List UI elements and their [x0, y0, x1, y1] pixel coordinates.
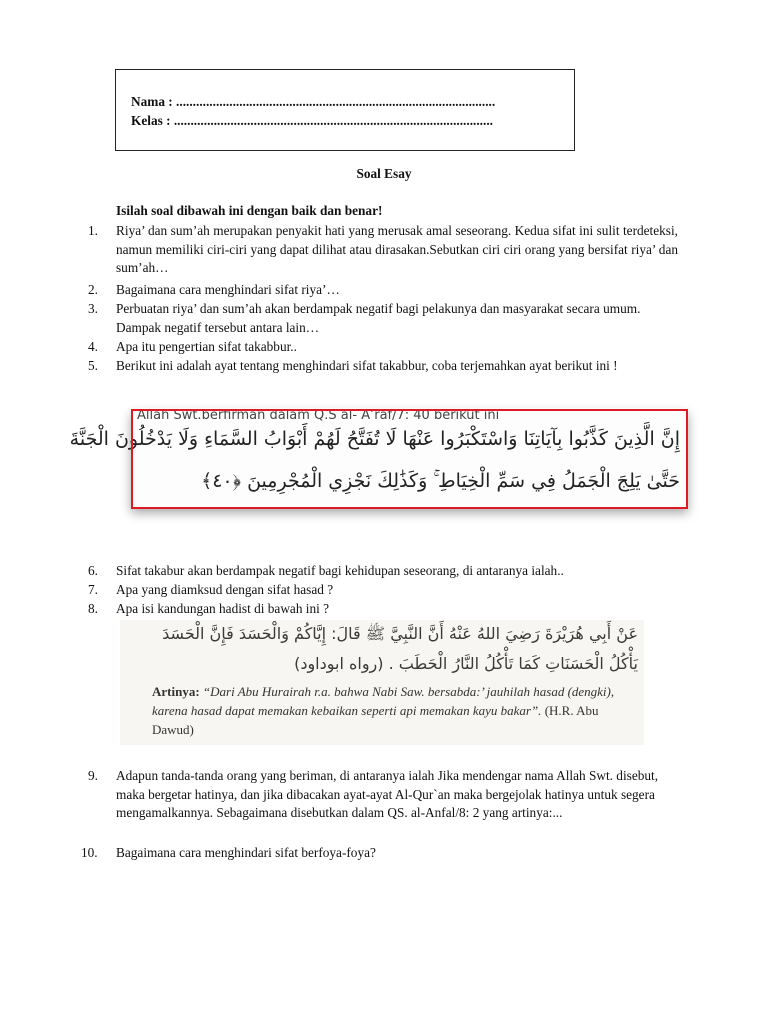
question-1 [88, 222, 678, 278]
question-text: Bagaimana cara menghindari sifat riya’… [116, 282, 340, 297]
question-number: 4. [88, 339, 98, 354]
question-number: 10. [81, 845, 98, 860]
translation-text: “Dari Abu Hurairah r.a. bahwa Nabi Saw. bersabda:’ jauhilah hasad (dengki), karena hasad dapat memakan kebaikan seperti api memakan kayu bakar”. [152, 684, 615, 718]
name-field-line: Nama : ................................................................................................ [131, 94, 496, 109]
question-number: 7. [88, 582, 98, 597]
question-number: 5. [88, 358, 98, 373]
question-number: 2. [88, 282, 98, 297]
page-title: Soal Esay [356, 166, 412, 181]
question-5 [88, 357, 678, 376]
question-2 [88, 281, 678, 300]
question-text: Sifat takabur akan berdampak negatif bagi kehidupan seseorang, di antaranya ialah.. [116, 563, 564, 578]
hadist-translation [152, 682, 632, 739]
question-text: Apa isi kandungan hadist di bawah ini ? [116, 601, 330, 616]
question-number: 8. [88, 601, 98, 616]
translation-label: Artinya: [152, 684, 200, 699]
question-3 [88, 300, 648, 337]
hadist-arabic-line-1: عَنْ أَبِي هُرَيْرَةَ رَضِيَ اللهُ عَنْهُ أَنَّ النَّبِيَّ ﷺ قَالَ: إِيَّاكُمْ وَالْحَسَدَ فَإِنَّ الْحَسَدَ [162, 624, 638, 643]
ayah-line-1: إِنَّ الَّذِينَ كَذَّبُوا بِآيَاتِنَا وَاسْتَكْبَرُوا عَنْهَا لَا تُفَتَّحُ لَهُمْ أَبْوَابُ السَّمَاءِ وَلَا يَدْخُلُونَ الْجَنَّةَ [69, 428, 680, 450]
question-number: 9. [88, 768, 98, 783]
question-8 [88, 600, 678, 619]
translation-source: (H.R. Abu Dawud) [152, 703, 599, 737]
ayah-caption: Allah Swt.berfirman dalam Q.S al- A’raf/7: 40 berikut ini [137, 408, 500, 423]
question-text: Bagaimana cara menghindari sifat berfoya-foya? [116, 845, 376, 860]
ayah-red-border [69, 409, 688, 509]
ayah-line-2: حَتَّىٰ يَلِجَ الْجَمَلُ فِي سَمِّ الْخِيَاطِ ۚ وَكَذَٰلِكَ نَجْزِي الْمُجْرِمِينَ ﴿٤٠﴾ [201, 470, 680, 492]
instruction: Isilah soal dibawah ini dengan baik dan benar! [116, 203, 383, 218]
question-text: Apa itu pengertian sifat takabbur.. [116, 339, 297, 354]
class-field-line: Kelas : ................................................................................................ [131, 113, 493, 128]
question-10 [81, 844, 678, 863]
question-4 [88, 338, 678, 357]
question-text: Berikut ini adalah ayat tentang menghindari sifat takabbur, coba terjemahkan ayat berikut ini ! [116, 358, 618, 373]
question-text: Perbuatan riya’ dan sum’ah akan berdampak negatif bagi pelakunya dan masyarakat secara umum. Dampak negatif tersebut antara lain… [116, 301, 641, 335]
identity-box [115, 69, 575, 151]
hadist-image [120, 620, 644, 745]
question-text: Apa yang diamksud dengan sifat hasad ? [116, 582, 334, 597]
question-7 [88, 581, 678, 600]
hadist-arabic-line-2: يَأْكُلُ الْحَسَنَاتِ كَمَا تَأْكُلُ النَّارُ الْحَطَبَ . (رواه ابوداود) [294, 654, 638, 673]
question-number: 1. [88, 223, 98, 238]
question-number: 6. [88, 563, 98, 578]
question-6 [88, 562, 678, 581]
question-9 [88, 767, 663, 823]
question-text: Riya’ dan sum’ah merupakan penyakit hati yang merusak amal seseorang. Kedua sifat ini sulit terdeteksi, namun memiliki ciri-ciri yang dapat dilihat atau dirasakan.Sebutkan ciri ciri orang yang bersifat riya’ dan sum’ah… [116, 223, 678, 275]
question-text: Adapun tanda-tanda orang yang beriman, di antaranya ialah Jika mendengar nama Allah Swt. disebut, maka bergetar hatinya, dan jika dibacakan ayat-ayat Al-Qur`an maka bergejolak hatinya untuk segera mengamalkannya. Sebagaimana disebutkan dalam QS. al-Anfal/8: 2 yang artinya:... [116, 768, 659, 820]
question-number: 3. [88, 301, 98, 316]
